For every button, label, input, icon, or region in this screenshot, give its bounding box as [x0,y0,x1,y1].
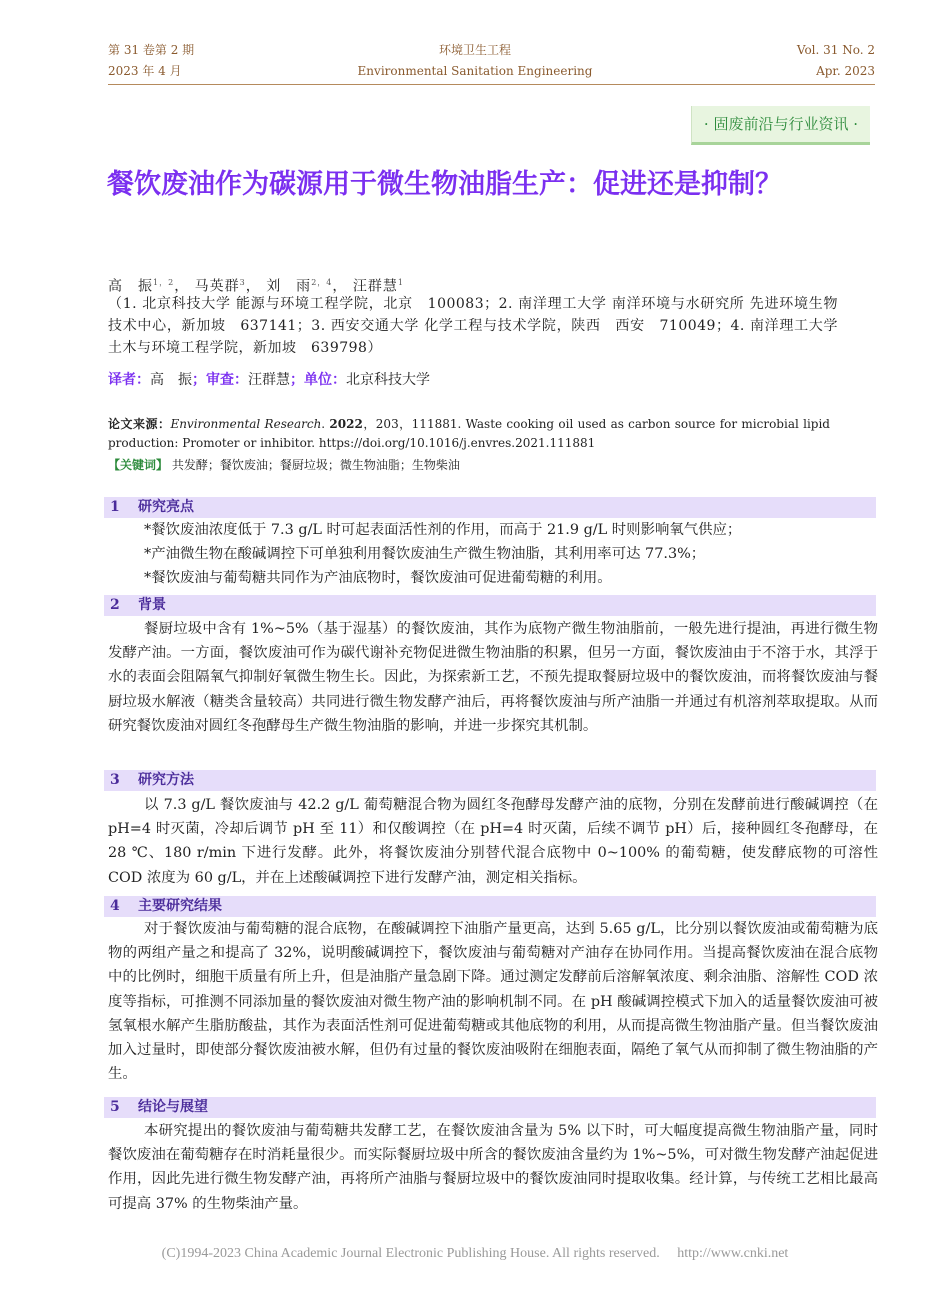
header-divider [108,84,875,85]
section-title: 背景 [138,597,166,613]
reviewer-label: ；审查： [192,372,248,388]
author-name: 高 振 [108,278,153,295]
header-date-en: Apr. 2023 [816,64,875,78]
section-body-results [108,917,878,1086]
source-label: 论文来源： [108,417,171,431]
author-name: 刘 雨 [266,278,312,295]
keywords [108,456,460,475]
section-number: 1 [110,499,120,515]
author-sep: ， [245,278,261,295]
header-journal-cn: 环境卫生工程 [438,43,511,57]
paper-source: 论文来源：Environmental Research. 2022，203，111881. Waste cooking oil used as carbon source for microbial lipid production: Promoter or inhibitor. https://doi.org/10.1016/j.envres.2021.111881 [108,417,830,450]
author-affil-sup: 1，2 [153,278,175,287]
section-heading-conclusion [104,1097,876,1118]
highlight-item: *餐饮废油与葡萄糖共同作为产油底物时，餐饮废油可促进葡萄糖的利用。 [144,570,612,587]
source-year: 2022 [329,417,363,431]
article-title: 餐饮废油作为碳源用于微生物油脂生产：促进还是抑制？ [107,169,782,200]
section-body-methods [108,793,878,890]
section-number: 5 [110,1099,120,1115]
section-heading-highlights [104,497,876,518]
section-body-background [108,617,878,738]
copyright-footer: (C)1994-2023 China Academic Journal Electronic Publishing House. All rights reserved. http://www.cnki.net [161,1246,789,1261]
keywords-text: 共发酵；餐饮废油；餐厨垃圾；微生物油脂；生物柴油 [171,458,460,472]
author-affil-sup: 3 [239,278,246,287]
header-journal-en: Environmental Sanitation Engineering [357,64,593,78]
section-heading-methods [104,770,876,791]
section-title: 结论与展望 [138,1099,208,1115]
affiliations: （1. 北京科技大学 能源与环境工程学院，北京 100083；2. 南洋理工大学 南洋环境与水研究所 先进环境生物技术中心，新加坡 637141；3. 西安交通大学 化学工程与技术学院，陕西 西安 710049；4. 南洋理工大学 土木与环境工程学院，新加坡 639798） [108,296,838,356]
section-body-conclusion [108,1119,878,1216]
section-heading-results [104,896,876,917]
translator-line [108,370,430,390]
highlight-item: *产油微生物在酸碱调控下可单独利用餐饮废油生产微生物油脂，其利用率可达 77.3%； [144,546,706,563]
section-title: 研究亮点 [138,499,194,515]
author-sep: ， [174,278,190,295]
author-name: 汪群慧 [352,278,398,295]
paragraph: 以 7.3 g/L 餐饮废油与 42.2 g/L 葡萄糖混合物为圆红冬孢酵母发酵产油的底物，分别在发酵前进行酸碱调控（在 pH=4 时灭菌，冷却后调节 pH 至 11）和仅酸调控（在 pH=4 时灭菌，后续不调节 pH）后，接种圆红冬孢酵母，在 28 ℃、180 r/min 下进行发酵。此外，将餐饮废油分别替代混合底物中 0~100% 的葡萄糖，使发酵底物的可溶性 COD 浓度为 60 g/L，并在上述酸碱调控下进行发酵产油，测定相关指标。 [108,797,878,886]
unit-label: ；单位： [290,372,346,388]
paragraph: 本研究提出的餐饮废油与葡萄糖共发酵工艺，在餐饮废油含量为 5% 以下时，可大幅度提高微生物油脂产量，同时餐饮废油在葡萄糖存在时消耗量很少。而实际餐厨垃圾中所含的餐饮废油含量约为 1%~5%，可对微生物发酵产油起促进作用，因此先进行微生物发酵产油，再将所产油脂与餐厨垃圾中的餐饮废油同时提取收集。经计算，与传统工艺相比最高可提高 37% 的生物柴油产量。 [108,1123,878,1212]
keywords-label: 【关键词】 [108,458,169,472]
header-volume: 第 31 卷第 2 期 [108,43,195,57]
highlight-item: *餐饮废油浓度低于 7.3 g/L 时可起表面活性剂的作用，而高于 21.9 g/L 时则影响氧气供应； [144,522,742,538]
section-heading-background [104,595,876,616]
running-header-volume-en [797,40,875,82]
paragraph: 对于餐饮废油与葡萄糖的混合底物，在酸碱调控下油脂产量更高，达到 5.65 g/L，比分别以餐饮废油或葡萄糖为底物的两组产量之和提高了 32%，说明酸碱调控下，餐饮废油与葡萄糖对产油存在协同作用。当提高餐饮废油在混合底物中的比例时，细胞干质量有所上升，但是油脂产量急剧下降。通过测定发酵前后溶解氧浓度、剩余油脂、溶解性 COD 浓度等指标，可推测不同添加量的餐饮废油对微生物产油的影响机制不同。在 pH 酸碱调控模式下加入的适量餐饮废油可被氢氧根水解产生脂肪酸盐，其作为表面活性剂可促进葡萄糖或其他底物的利用，从而提高微生物油脂产量。但当餐饮废油加入过量时，即使部分餐饮废油被水解，但仍有过量的餐饮废油吸附在细胞表面，隔绝了氧气从而抑制了微生物油脂的产生。 [108,921,878,1083]
unit-name: 北京科技大学 [346,372,430,388]
header-volume-en: Vol. 31 No. 2 [796,43,875,57]
translator-label: 译者： [108,372,150,388]
author-name: 马英群 [194,278,240,295]
reviewer-name: 汪群慧 [248,372,290,388]
author-affil-sup: 1 [397,278,404,287]
paragraph: 餐厨垃圾中含有 1%~5%（基于湿基）的餐饮废油，其作为底物产微生物油脂前，一般先进行提油，再进行微生物发酵产油。一方面，餐饮废油可作为碳代谢补充物促进微生物油脂的积累，但另一方面，餐饮废油由于不溶于水，其浮于水的表面会阻隔氧气抑制好氧微生物生长。因此，为探索新工艺，不预先提取餐厨垃圾中的餐饮废油，而将餐饮废油与餐厨垃圾水解液（糖类含量较高）共同进行微生物发酵产油后，再将餐饮废油与所产油脂一并通过有机溶剂萃取提取。从而研究餐饮废油对圆红冬孢酵母生产微生物油脂的影响，并进一步探究其机制。 [108,621,878,734]
section-title: 主要研究结果 [138,898,222,914]
author-affil-sup: 2，4 [311,278,333,287]
source-journal: Environmental Research [170,417,322,431]
header-date: 2023 年 4 月 [108,64,182,78]
section-number: 4 [110,898,120,914]
section-body-highlights [108,518,878,591]
column-badge: · 固废前沿与行业资讯 · [691,106,870,145]
section-number: 3 [110,772,120,788]
source-citation: ，203，111881. Waste cooking oil used as carbon source for microbial lipid production: Promoter or inhibitor. https://doi.org/10.1016/j.envres.2021.111881 [108,417,830,450]
author-sep: ， [332,278,348,295]
section-number: 2 [110,597,120,613]
translator-name: 高 振 [150,372,192,388]
section-title: 研究方法 [138,772,194,788]
